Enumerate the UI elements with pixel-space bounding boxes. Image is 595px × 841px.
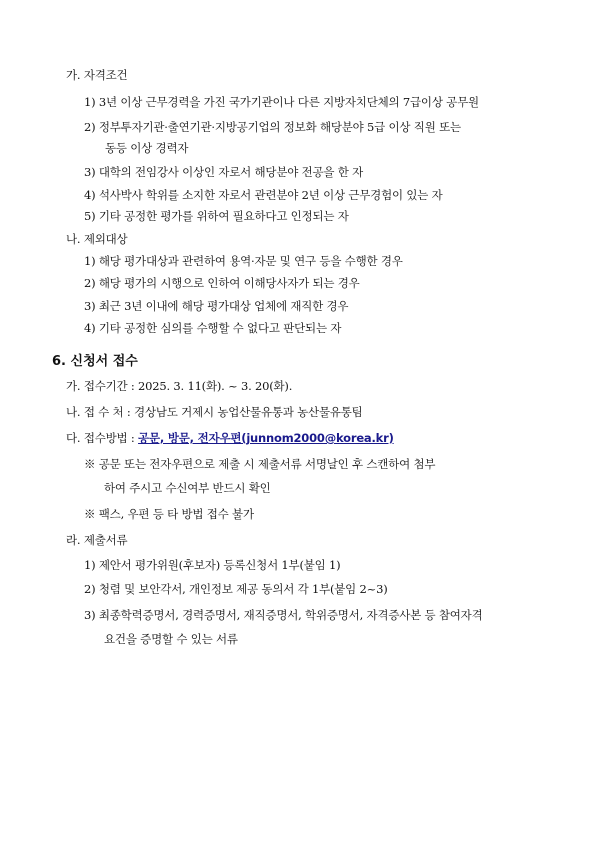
qualification-item-2-cont: 동등 이상 경력자 — [105, 141, 189, 155]
application-place: 나. 접 수 처 : 경상남도 거제시 농업산물유통과 농산물유통팀 — [66, 405, 363, 419]
note-1: ※ 공문 또는 전자우편으로 제출 시 제출서류 서명날인 후 스캔하여 첨부 — [84, 457, 436, 471]
exclusion-item-3: 3) 최근 3년 이내에 해당 평가대상 업체에 재직한 경우 — [84, 299, 349, 313]
qualification-title: 가. 자격조건 — [66, 68, 128, 82]
docs-item-3: 3) 최종학력증명서, 경력증명서, 재직증명서, 학위증명서, 자격증사본 등 참여자격 — [84, 608, 483, 622]
docs-item-2: 2) 청렴 및 보안각서, 개인정보 제공 동의서 각 1부(붙임 2~3) — [84, 582, 388, 596]
section-heading: 6. 신청서 접수 — [52, 354, 138, 369]
qualification-item-3: 3) 대학의 전임강사 이상인 자로서 해당분야 전공을 한 자 — [84, 165, 364, 179]
note-2: ※ 팩스, 우편 등 타 방법 접수 불가 — [84, 507, 254, 521]
method-label: 다. 접수방법 : — [66, 431, 139, 445]
exclusion-item-4: 4) 기타 공정한 심의를 수행할 수 없다고 판단되는 자 — [84, 321, 342, 335]
exclusion-item-2: 2) 해당 평가의 시행으로 인하여 이해당사자가 되는 경우 — [84, 276, 360, 290]
exclusion-title: 나. 제외대상 — [66, 232, 128, 246]
qualification-item-1: 1) 3년 이상 근무경력을 가진 국가기관이나 다른 지방자치단체의 7급이상 공무원 — [84, 95, 479, 109]
exclusion-item-1: 1) 해당 평가대상과 관련하여 용역·자문 및 연구 등을 수행한 경우 — [84, 254, 403, 268]
docs-item-3-cont: 요건을 증명할 수 있는 서류 — [104, 632, 238, 646]
docs-title: 라. 제출서류 — [66, 533, 128, 547]
application-method — [66, 430, 394, 446]
application-period: 가. 접수기간 : 2025. 3. 11(화). ~ 3. 20(화). — [66, 379, 293, 393]
note-1-cont: 하여 주시고 수신여부 반드시 확인 — [104, 481, 271, 495]
qualification-item-5: 5) 기타 공정한 평가를 위하여 필요하다고 인정되는 자 — [84, 209, 349, 223]
docs-item-1: 1) 제안서 평가위원(후보자) 등록신청서 1부(붙임 1) — [84, 558, 341, 572]
qualification-item-2: 2) 정부투자기관·출연기관·지방공기업의 정보화 해당분야 5급 이상 직원 또는 — [84, 120, 461, 134]
method-value-link[interactable]: 공문, 방문, 전자우편(junnom2000@korea.kr) — [138, 431, 394, 445]
qualification-item-4: 4) 석사박사 학위를 소지한 자로서 관련분야 2년 이상 근무경험이 있는 자 — [84, 188, 443, 202]
